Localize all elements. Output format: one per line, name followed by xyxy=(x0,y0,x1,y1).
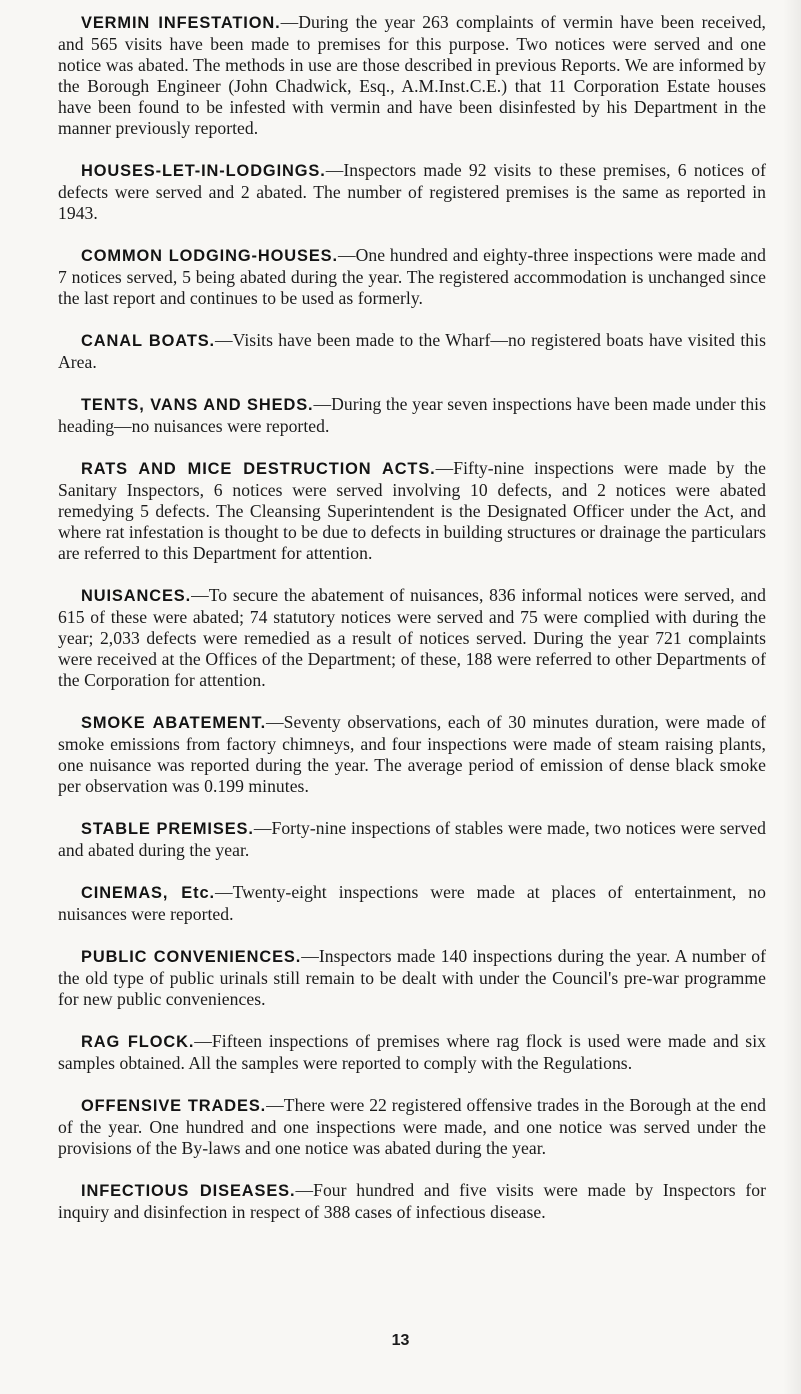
paragraph-offensive-trades xyxy=(58,1095,766,1159)
paragraph-heading: PUBLIC CONVENIENCES. xyxy=(81,948,302,966)
paragraph-text: —Forty-nine inspections of stables were made, two notices were served and abated during the year. xyxy=(58,818,766,860)
paragraph-heading: INFECTIOUS DISEASES. xyxy=(81,1182,296,1200)
page-edge-shadow xyxy=(783,0,801,1394)
paragraph-heading: COMMON LODGING-HOUSES. xyxy=(81,247,338,265)
paragraph-cinemas xyxy=(58,882,766,925)
paragraph-infectious-diseases xyxy=(58,1180,766,1223)
paragraph-text: —Inspectors made 140 inspections during the year. A number of the old type of public urinals still remain to be dealt with under the Council's pre-war programme for new public conveniences. xyxy=(58,946,767,1009)
paragraph-nuisances xyxy=(58,585,766,691)
paragraph-heading: CANAL BOATS. xyxy=(81,332,216,350)
paragraph-text: —Fifty-nine inspections were made by the Sanitary Inspectors, 6 notices were served involving 10 defects, and 2 notices were abated remedying 5 defects. The Cleansing Superintendent is the Designated Officer under the Act, and where rat infestation is thought to be due to defects in building structures or drainage the particulars are referred to this Department for attention. xyxy=(58,458,766,563)
paragraph-text: —During the year seven inspections have been made under this heading—no nuisances were reported. xyxy=(58,394,767,436)
paragraph-heading: HOUSES-LET-IN-LODGINGS. xyxy=(81,162,326,180)
paragraph-houses-let-in-lodgings xyxy=(58,160,766,224)
paragraph-text: —Seventy observations, each of 30 minutes duration, were made of smoke emissions from factory chimneys, and four inspections were made of steam raising plants, one nuisance was reported during the year. The average period of emission of dense black smoke per observation was 0.199 minutes. xyxy=(58,712,767,796)
paragraph-text: —Visits have been made to the Wharf—no registered boats have visited this Area. xyxy=(58,330,766,372)
page-number: 13 xyxy=(391,1332,410,1349)
paragraph-stable-premises xyxy=(58,818,766,861)
paragraph-vermin-infestation xyxy=(58,12,766,139)
paragraph-text: —Twenty-eight inspections were made at places of entertainment, no nuisances were reported. xyxy=(58,882,767,924)
paragraph-heading: RATS AND MICE DESTRUCTION ACTS. xyxy=(81,460,436,478)
paragraph-rag-flock xyxy=(58,1031,766,1074)
paragraph-tents-vans-sheds xyxy=(58,394,766,437)
paragraph-canal-boats xyxy=(58,330,766,373)
paragraph-text: —One hundred and eighty-three inspections were made and 7 notices served, 5 being abated during the year. The registered accommodation is unchanged since the last report and continues to be used as formerly. xyxy=(58,245,767,308)
paragraph-heading: OFFENSIVE TRADES. xyxy=(81,1097,267,1115)
document-body xyxy=(58,12,766,1244)
paragraph-heading: STABLE PREMISES. xyxy=(81,820,254,838)
paragraph-text: —Inspectors made 92 visits to these premises, 6 notices of defects were served and 2 abated. The number of registered premises is the same as reported in 1943. xyxy=(58,160,766,223)
paragraph-text: —During the year 263 complaints of vermin have been received, and 565 visits have been made to premises for this purpose. Two notices were served and one notice was abated. The methods in use are those described in previous Reports. We are informed by the Borough Engineer (John Chadwick, Esq., A.M.Inst.C.E.) that 11 Corporation Estate houses have been found to be infested with vermin and have been disinfested by his Department in the manner previously reported. xyxy=(58,12,766,138)
paragraph-text: —To secure the abatement of nuisances, 836 informal notices were served, and 615 of these were abated; 74 statutory notices were served and 75 were complied with during the year; 2,033 defects were remedied as a result of notices served. During the year 721 complaints were received at the Offices of the Department; of these, 188 were referred to other Departments of the Corporation for attention. xyxy=(58,585,766,690)
paragraph-heading: NUISANCES. xyxy=(81,587,192,605)
paragraph-text: —Fifteen inspections of premises where rag flock is used were made and six samples obtained. All the samples were reported to comply with the Regulations. xyxy=(58,1031,766,1073)
paragraph-public-conveniences xyxy=(58,946,766,1010)
paragraph-common-lodging-houses xyxy=(58,245,766,309)
paragraph-heading: VERMIN INFESTATION. xyxy=(81,14,281,32)
paragraph-rats-and-mice xyxy=(58,458,766,564)
paragraph-heading: CINEMAS, Etc. xyxy=(81,884,215,902)
paragraph-heading: TENTS, VANS AND SHEDS. xyxy=(81,396,314,414)
paragraph-text: —Four hundred and five visits were made by Inspectors for inquiry and disinfection in respect of 388 cases of infectious disease. xyxy=(58,1180,766,1222)
paragraph-text: —There were 22 registered offensive trades in the Borough at the end of the year. One hundred and one inspections were made, and one notice was served under the provisions of the By-laws and one notice was abated during the year. xyxy=(58,1095,766,1158)
paragraph-smoke-abatement xyxy=(58,712,766,797)
paragraph-heading: RAG FLOCK. xyxy=(81,1033,195,1051)
paragraph-heading: SMOKE ABATEMENT. xyxy=(81,714,267,732)
